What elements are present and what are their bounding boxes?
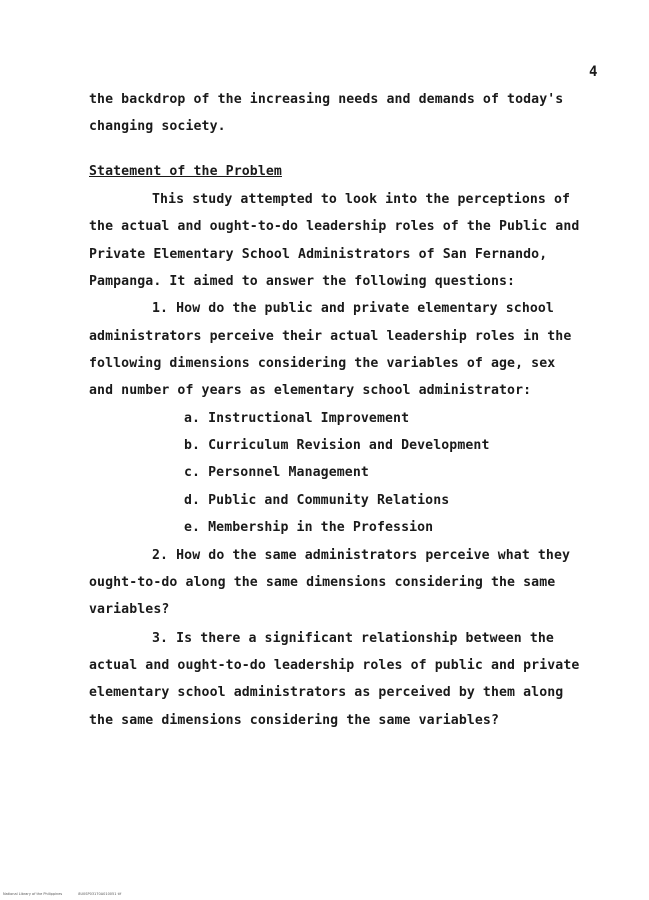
question-3-line: the same dimensions considering the same variables? (89, 713, 500, 728)
footer-code: 8U0SP03170A010051 tif (78, 892, 122, 896)
paragraph-line: This study attempted to look into the perceptions of (152, 192, 571, 207)
footer-library: National Library of the Philippines (3, 892, 63, 896)
question-1-line: 1. How do the public and private elementary school (152, 301, 554, 316)
dimension-item: b. Curriculum Revision and Development (184, 438, 490, 453)
section-heading: Statement of the Problem (89, 164, 282, 179)
intro-line: changing society. (89, 119, 226, 134)
question-2-line: variables? (89, 602, 170, 617)
question-2-line: ought-to-do along the same dimensions considering the same (89, 575, 556, 590)
question-3-line: actual and ought-to-do leadership roles of public and private (89, 658, 580, 673)
question-3-line: elementary school administrators as perceived by them along (89, 685, 564, 700)
intro-line: the backdrop of the increasing needs and demands of today's (89, 92, 564, 107)
question-3-line: 3. Is there a significant relationship between the (152, 631, 554, 646)
question-1-line: administrators perceive their actual leadership roles in the (89, 329, 572, 344)
dimension-item: d. Public and Community Relations (184, 493, 450, 508)
paragraph-line: the actual and ought-to-do leadership roles of the Public and (89, 219, 580, 234)
scan-footer (3, 892, 121, 896)
page-number: 4 (589, 64, 598, 80)
paragraph-line: Pampanga. It aimed to answer the following questions: (89, 274, 516, 289)
paragraph-line: Private Elementary School Administrators of San Fernando, (89, 247, 548, 262)
question-1-line: and number of years as elementary school administrator: (89, 383, 532, 398)
question-1-line: following dimensions considering the variables of age, sex (89, 356, 556, 371)
question-2-line: 2. How do the same administrators perceive what they (152, 548, 571, 563)
dimension-item: c. Personnel Management (184, 465, 369, 480)
dimension-item: a. Instructional Improvement (184, 411, 410, 426)
dimension-item: e. Membership in the Profession (184, 520, 434, 535)
